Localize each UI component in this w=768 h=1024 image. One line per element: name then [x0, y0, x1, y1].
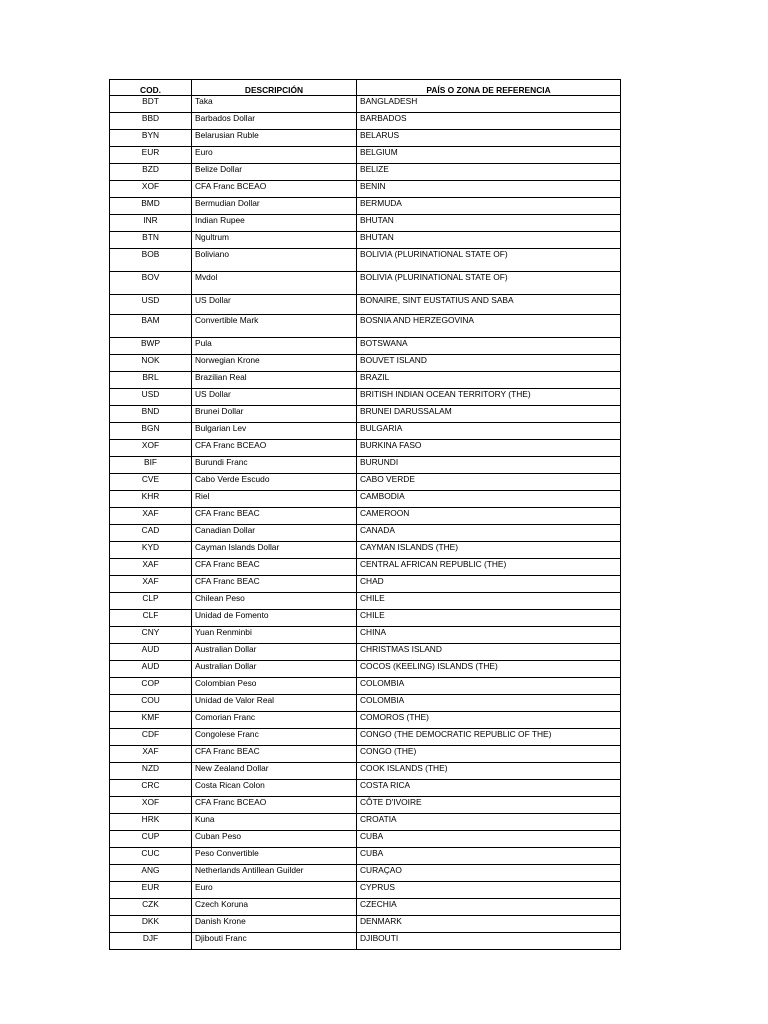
table-row [110, 113, 621, 130]
cell-description: Australian Dollar [192, 661, 357, 678]
table-row [110, 831, 621, 848]
cell-country: COLOMBIA [357, 678, 621, 695]
cell-description: CFA Franc BCEAO [192, 181, 357, 198]
cell-description: CFA Franc BCEAO [192, 797, 357, 814]
cell-country: CENTRAL AFRICAN REPUBLIC (THE) [357, 559, 621, 576]
table-row [110, 559, 621, 576]
table-row [110, 457, 621, 474]
cell-code: XAF [110, 576, 192, 593]
table-body [110, 96, 621, 950]
cell-code: HRK [110, 814, 192, 831]
cell-description: Chilean Peso [192, 593, 357, 610]
cell-country: COMOROS (THE) [357, 712, 621, 729]
cell-description: US Dollar [192, 295, 357, 315]
table-row [110, 882, 621, 899]
table-row [110, 644, 621, 661]
cell-country: CAMBODIA [357, 491, 621, 508]
cell-country: CONGO (THE) [357, 746, 621, 763]
cell-description: Danish Krone [192, 916, 357, 933]
cell-country: COSTA RICA [357, 780, 621, 797]
cell-country: CHINA [357, 627, 621, 644]
table-row [110, 610, 621, 627]
cell-description: Kuna [192, 814, 357, 831]
cell-code: KMF [110, 712, 192, 729]
table-row [110, 763, 621, 780]
cell-country: BRAZIL [357, 372, 621, 389]
table-row [110, 215, 621, 232]
cell-country: BOLIVIA (PLURINATIONAL STATE OF) [357, 272, 621, 295]
cell-description: Unidad de Fomento [192, 610, 357, 627]
cell-country: DENMARK [357, 916, 621, 933]
cell-code: AUD [110, 661, 192, 678]
cell-country: CUBA [357, 831, 621, 848]
table-row [110, 130, 621, 147]
cell-country: BERMUDA [357, 198, 621, 215]
cell-country: CANADA [357, 525, 621, 542]
cell-code: DJF [110, 933, 192, 950]
cell-code: BGN [110, 423, 192, 440]
cell-code: CRC [110, 780, 192, 797]
cell-country: CHILE [357, 593, 621, 610]
cell-country: DJIBOUTI [357, 933, 621, 950]
cell-description: Djibouti Franc [192, 933, 357, 950]
cell-country: BULGARIA [357, 423, 621, 440]
cell-description: Belize Dollar [192, 164, 357, 181]
table-row [110, 899, 621, 916]
cell-country: CAYMAN ISLANDS (THE) [357, 542, 621, 559]
cell-description: Australian Dollar [192, 644, 357, 661]
cell-code: KHR [110, 491, 192, 508]
cell-country: BELGIUM [357, 147, 621, 164]
table-row [110, 729, 621, 746]
table-row [110, 249, 621, 272]
table-row [110, 916, 621, 933]
table-row [110, 508, 621, 525]
cell-country: COOK ISLANDS (THE) [357, 763, 621, 780]
cell-description: Brunei Dollar [192, 406, 357, 423]
cell-country: CHAD [357, 576, 621, 593]
cell-description: Norwegian Krone [192, 355, 357, 372]
cell-code: KYD [110, 542, 192, 559]
cell-code: USD [110, 389, 192, 406]
table-row [110, 164, 621, 181]
cell-code: XOF [110, 797, 192, 814]
cell-code: BBD [110, 113, 192, 130]
cell-country: CÔTE D'IVOIRE [357, 797, 621, 814]
cell-code: CUC [110, 848, 192, 865]
table-row [110, 295, 621, 315]
cell-country: BENIN [357, 181, 621, 198]
table-row [110, 865, 621, 882]
cell-country: CROATIA [357, 814, 621, 831]
cell-code: CZK [110, 899, 192, 916]
cell-description: Bulgarian Lev [192, 423, 357, 440]
table-row [110, 147, 621, 164]
cell-description: Czech Koruna [192, 899, 357, 916]
table-row [110, 181, 621, 198]
cell-description: Convertible Mark [192, 315, 357, 338]
cell-country: BARBADOS [357, 113, 621, 130]
cell-country: CURAÇAO [357, 865, 621, 882]
cell-description: Burundi Franc [192, 457, 357, 474]
cell-code: BRL [110, 372, 192, 389]
cell-code: BDT [110, 96, 192, 113]
table-row [110, 272, 621, 295]
cell-country: CHILE [357, 610, 621, 627]
cell-country: BOTSWANA [357, 338, 621, 355]
cell-country: CABO VERDE [357, 474, 621, 491]
cell-description: CFA Franc BEAC [192, 746, 357, 763]
cell-description: CFA Franc BCEAO [192, 440, 357, 457]
table-row [110, 232, 621, 249]
cell-description: Comorian Franc [192, 712, 357, 729]
cell-code: EUR [110, 882, 192, 899]
cell-code: CLP [110, 593, 192, 610]
cell-code: CVE [110, 474, 192, 491]
cell-country: BRUNEI DARUSSALAM [357, 406, 621, 423]
cell-description: CFA Franc BEAC [192, 559, 357, 576]
table-row [110, 848, 621, 865]
table-row [110, 355, 621, 372]
cell-code: BOV [110, 272, 192, 295]
cell-code: ANG [110, 865, 192, 882]
currency-table [109, 79, 621, 950]
table-row [110, 678, 621, 695]
cell-code: EUR [110, 147, 192, 164]
cell-country: BELIZE [357, 164, 621, 181]
cell-description: Pula [192, 338, 357, 355]
table-row [110, 440, 621, 457]
cell-country: BOSNIA AND HERZEGOVINA [357, 315, 621, 338]
cell-description: Indian Rupee [192, 215, 357, 232]
cell-code: CLF [110, 610, 192, 627]
table-row [110, 627, 621, 644]
table-row [110, 96, 621, 113]
cell-country: CZECHIA [357, 899, 621, 916]
cell-code: NZD [110, 763, 192, 780]
cell-code: BMD [110, 198, 192, 215]
cell-country: CUBA [357, 848, 621, 865]
cell-description: CFA Franc BEAC [192, 576, 357, 593]
cell-country: BONAIRE, SINT EUSTATIUS AND SABA [357, 295, 621, 315]
table-row [110, 315, 621, 338]
cell-description: Canadian Dollar [192, 525, 357, 542]
header-code: COD. [110, 80, 192, 96]
cell-description: Riel [192, 491, 357, 508]
cell-description: Netherlands Antillean Guilder [192, 865, 357, 882]
cell-code: INR [110, 215, 192, 232]
cell-description: Mvdol [192, 272, 357, 295]
cell-description: Euro [192, 882, 357, 899]
table-row [110, 406, 621, 423]
cell-description: New Zealand Dollar [192, 763, 357, 780]
cell-code: BAM [110, 315, 192, 338]
cell-country: BURKINA FASO [357, 440, 621, 457]
cell-country: CONGO (THE DEMOCRATIC REPUBLIC OF THE) [357, 729, 621, 746]
table-row [110, 814, 621, 831]
table-row [110, 389, 621, 406]
cell-code: XAF [110, 559, 192, 576]
cell-description: Colombian Peso [192, 678, 357, 695]
table-row [110, 933, 621, 950]
cell-code: XAF [110, 508, 192, 525]
cell-description: US Dollar [192, 389, 357, 406]
cell-description: Cayman Islands Dollar [192, 542, 357, 559]
cell-country: CYPRUS [357, 882, 621, 899]
table-row [110, 661, 621, 678]
cell-code: USD [110, 295, 192, 315]
table-row [110, 491, 621, 508]
cell-description: Yuan Renminbi [192, 627, 357, 644]
cell-country: BHUTAN [357, 232, 621, 249]
cell-country: BOUVET ISLAND [357, 355, 621, 372]
cell-code: XOF [110, 440, 192, 457]
cell-code: COU [110, 695, 192, 712]
table-row [110, 198, 621, 215]
table-row [110, 593, 621, 610]
cell-country: BANGLADESH [357, 96, 621, 113]
table-row [110, 576, 621, 593]
header-description: DESCRIPCIÓN [192, 80, 357, 96]
cell-country: BOLIVIA (PLURINATIONAL STATE OF) [357, 249, 621, 272]
cell-country: BRITISH INDIAN OCEAN TERRITORY (THE) [357, 389, 621, 406]
cell-code: COP [110, 678, 192, 695]
cell-code: AUD [110, 644, 192, 661]
cell-code: XAF [110, 746, 192, 763]
cell-description: Unidad de Valor Real [192, 695, 357, 712]
table-row [110, 780, 621, 797]
cell-country: COCOS (KEELING) ISLANDS (THE) [357, 661, 621, 678]
cell-country: COLOMBIA [357, 695, 621, 712]
cell-code: CAD [110, 525, 192, 542]
cell-description: Bermudian Dollar [192, 198, 357, 215]
cell-country: CHRISTMAS ISLAND [357, 644, 621, 661]
cell-code: BTN [110, 232, 192, 249]
table-row [110, 746, 621, 763]
cell-description: Euro [192, 147, 357, 164]
cell-code: XOF [110, 181, 192, 198]
header-row [110, 80, 621, 96]
table-row [110, 372, 621, 389]
table-row [110, 474, 621, 491]
table-row [110, 712, 621, 729]
cell-description: Costa Rican Colon [192, 780, 357, 797]
cell-country: BELARUS [357, 130, 621, 147]
cell-description: Peso Convertible [192, 848, 357, 865]
cell-code: BWP [110, 338, 192, 355]
cell-code: NOK [110, 355, 192, 372]
cell-code: DKK [110, 916, 192, 933]
cell-description: Congolese Franc [192, 729, 357, 746]
cell-description: Brazilian Real [192, 372, 357, 389]
cell-country: BURUNDI [357, 457, 621, 474]
cell-description: Cuban Peso [192, 831, 357, 848]
cell-code: BOB [110, 249, 192, 272]
cell-country: CAMEROON [357, 508, 621, 525]
cell-code: BIF [110, 457, 192, 474]
cell-code: BND [110, 406, 192, 423]
table-row [110, 423, 621, 440]
cell-description: Ngultrum [192, 232, 357, 249]
table-row [110, 797, 621, 814]
cell-code: CNY [110, 627, 192, 644]
cell-code: BZD [110, 164, 192, 181]
table-row [110, 525, 621, 542]
table-row [110, 695, 621, 712]
cell-description: Cabo Verde Escudo [192, 474, 357, 491]
cell-description: Barbados Dollar [192, 113, 357, 130]
cell-description: CFA Franc BEAC [192, 508, 357, 525]
cell-description: Boliviano [192, 249, 357, 272]
table-row [110, 338, 621, 355]
cell-code: CDF [110, 729, 192, 746]
header-country: PAÍS O ZONA DE REFERENCIA [357, 80, 621, 96]
cell-description: Taka [192, 96, 357, 113]
cell-code: BYN [110, 130, 192, 147]
table-row [110, 542, 621, 559]
cell-country: BHUTAN [357, 215, 621, 232]
cell-code: CUP [110, 831, 192, 848]
cell-description: Belarusian Ruble [192, 130, 357, 147]
